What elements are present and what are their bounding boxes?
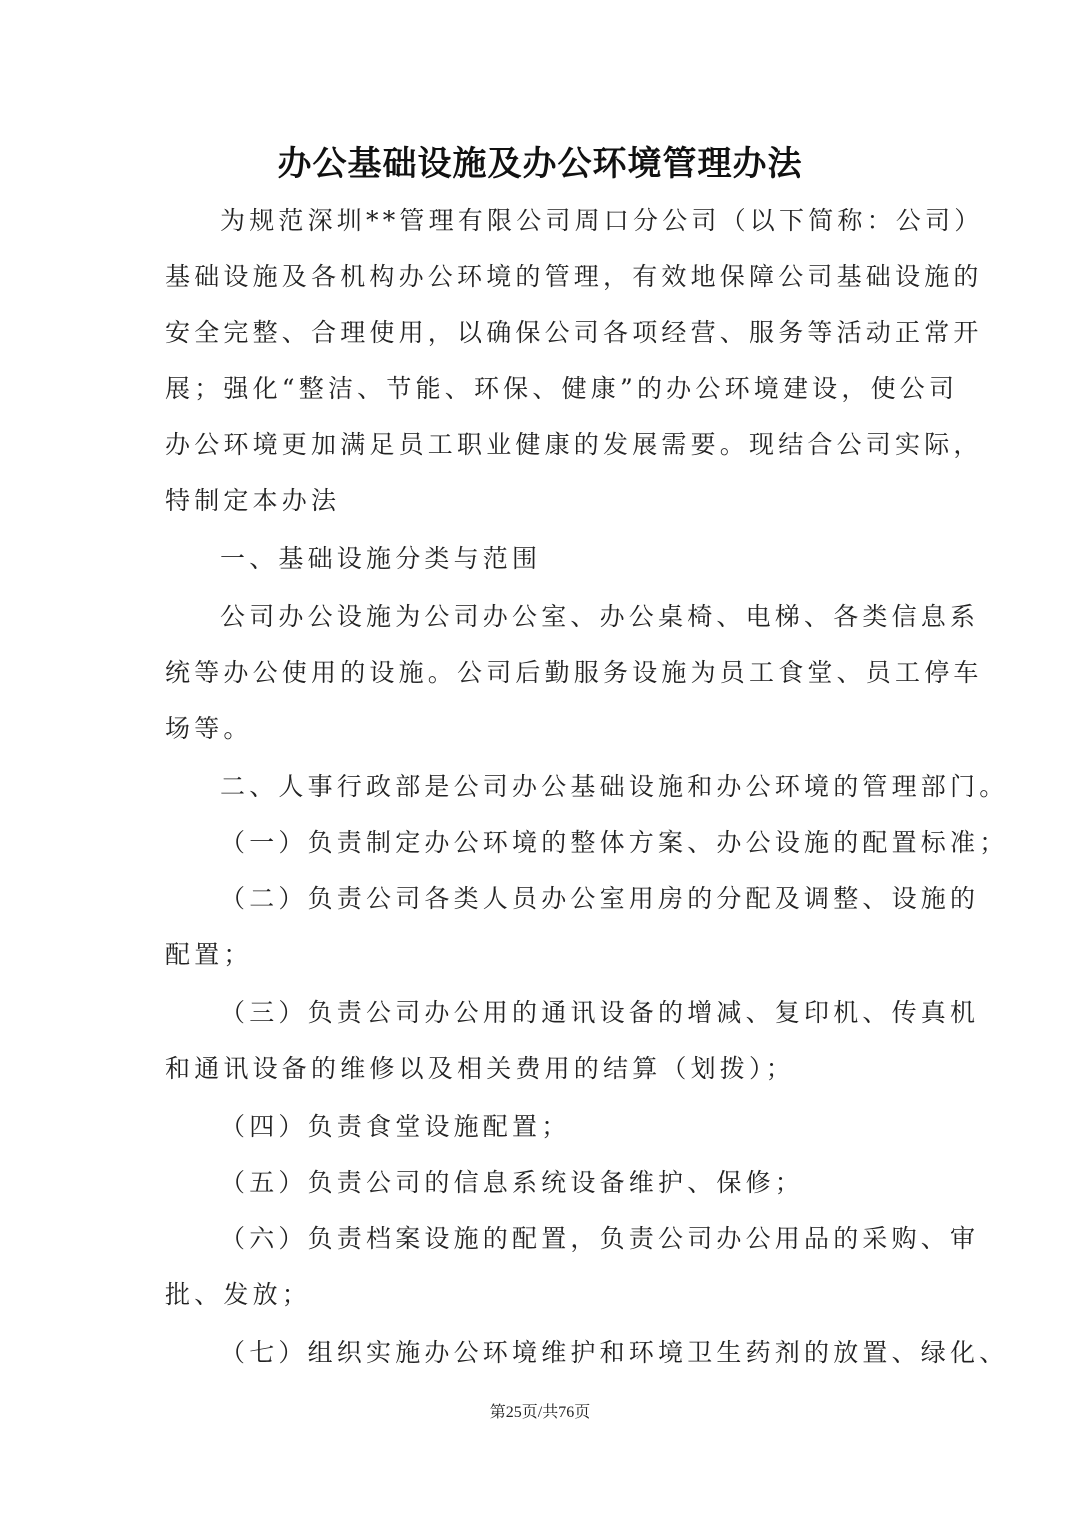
- document-title: 办公基础设施及办公环境管理办法: [277, 144, 803, 184]
- list-item-continuation: 配置；: [165, 940, 253, 969]
- list-item-continuation: 批、发放；: [165, 1280, 312, 1309]
- list-item: （一）负责制定办公环境的整体方案、办公设施的配置标准；: [220, 828, 1009, 857]
- paragraph-line: 特制定本办法: [165, 486, 341, 515]
- page-number: 第25页/共76页: [489, 1404, 591, 1421]
- list-item-continuation: 和通讯设备的维修以及相关费用的结算（划拨）；: [165, 1054, 795, 1083]
- section-heading: 一、基础设施分类与范围: [220, 544, 542, 573]
- paragraph-line: 公司办公设施为公司办公室、办公桌椅、电梯、各类信息系: [220, 602, 980, 631]
- list-item: （五）负责公司的信息系统设备维护、保修；: [220, 1168, 805, 1197]
- paragraph-line: 场等。: [165, 714, 253, 743]
- paragraph-line: 办公环境更加满足员工职业健康的发展需要。现结合公司实际，: [165, 430, 983, 459]
- paragraph-line: 统等办公使用的设施。公司后勤服务设施为员工食堂、员工停车: [165, 658, 983, 687]
- list-item: （二）负责公司各类人员办公室用房的分配及调整、设施的: [220, 884, 980, 913]
- paragraph-line: 基础设施及各机构办公环境的管理，有效地保障公司基础设施的: [165, 262, 983, 291]
- list-item: （四）负责食堂设施配置；: [220, 1112, 571, 1141]
- paragraph-line: 安全完整、合理使用，以确保公司各项经营、服务等活动正常开: [165, 318, 983, 347]
- list-item: （三）负责公司办公用的通讯设备的增减、复印机、传真机: [220, 998, 980, 1027]
- section-heading: 二、人事行政部是公司办公基础设施和办公环境的管理部门。: [220, 772, 1009, 801]
- list-item: （六）负责档案设施的配置，负责公司办公用品的采购、审: [220, 1224, 980, 1253]
- paragraph-line: 展；强化“整洁、节能、环保、健康”的办公环境建设，使公司: [165, 374, 959, 403]
- list-item: （七）组织实施办公环境维护和环境卫生药剂的放置、绿化、: [220, 1338, 1009, 1367]
- paragraph-line: 为规范深圳**管理有限公司周口分公司（以下简称：公司）: [220, 206, 984, 235]
